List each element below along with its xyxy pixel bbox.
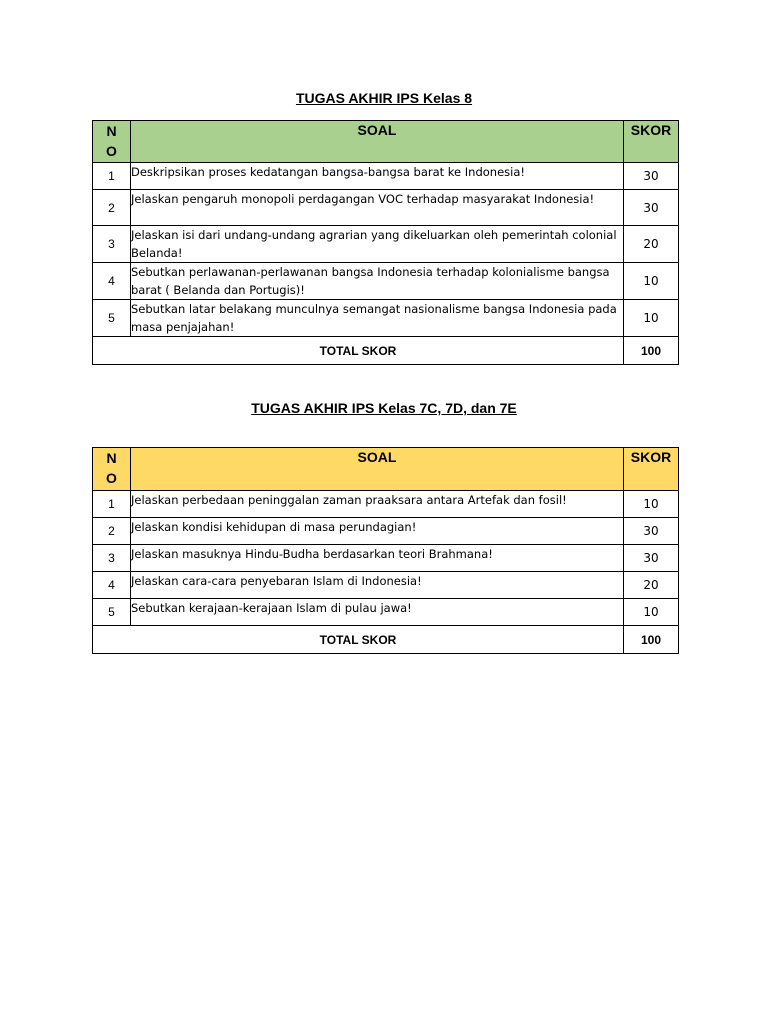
question-text: Jelaskan perbedaan peninggalan zaman praaksara antara Artefak dan fosil!: [131, 491, 624, 518]
table-row: [93, 226, 679, 263]
total-value: 100: [624, 626, 679, 654]
row-number: 2: [93, 190, 131, 226]
table-row: [93, 491, 679, 518]
table-row: [93, 599, 679, 626]
question-text: Deskripsikan proses kedatangan bangsa-bangsa barat ke Indonesia!: [131, 163, 624, 190]
row-score: 30: [624, 190, 679, 226]
row-number: 4: [93, 263, 131, 300]
row-number: 5: [93, 300, 131, 337]
row-number: 5: [93, 599, 131, 626]
header-no: N O: [93, 121, 131, 163]
header-soal: SOAL: [131, 121, 624, 163]
row-number: 2: [93, 518, 131, 545]
table-header-row: [93, 121, 679, 163]
row-number: 4: [93, 572, 131, 599]
question-text: Sebutkan perlawanan-perlawanan bangsa Indonesia terhadap kolonialisme bangsa barat ( Belanda dan Portugis)!: [131, 263, 624, 300]
question-text: Sebutkan kerajaan-kerajaan Islam di pulau jawa!: [131, 599, 624, 626]
row-score: 10: [624, 300, 679, 337]
question-text: Jelaskan masuknya Hindu-Budha berdasarkan teori Brahmana!: [131, 545, 624, 572]
row-score: 10: [624, 599, 679, 626]
header-no: N O: [93, 448, 131, 491]
row-number: 3: [93, 545, 131, 572]
total-value: 100: [624, 337, 679, 365]
question-text: Jelaskan cara-cara penyebaran Islam di Indonesia!: [131, 572, 624, 599]
table-row: [93, 545, 679, 572]
question-text: Jelaskan kondisi kehidupan di masa perundagian!: [131, 518, 624, 545]
total-row: [93, 626, 679, 654]
table-row: [93, 300, 679, 337]
question-text: Jelaskan pengaruh monopoli perdagangan VOC terhadap masyarakat Indonesia!: [131, 190, 624, 226]
table-row: [93, 518, 679, 545]
header-soal: SOAL: [131, 448, 624, 491]
score-table-kelas-8: [92, 120, 679, 365]
row-number: 1: [93, 163, 131, 190]
row-score: 10: [624, 491, 679, 518]
row-score: 20: [624, 226, 679, 263]
total-label: TOTAL SKOR: [93, 337, 624, 365]
table-row: [93, 263, 679, 300]
total-row: [93, 337, 679, 365]
row-number: 1: [93, 491, 131, 518]
row-score: 10: [624, 263, 679, 300]
table-1-title: TUGAS AKHIR IPS Kelas 8: [295, 90, 473, 106]
row-number: 3: [93, 226, 131, 263]
row-score: 20: [624, 572, 679, 599]
total-label: TOTAL SKOR: [93, 626, 624, 654]
table-header-row: [93, 448, 679, 491]
row-score: 30: [624, 545, 679, 572]
table-row: [93, 163, 679, 190]
score-table-kelas-7: [92, 447, 679, 654]
row-score: 30: [624, 518, 679, 545]
table-row: [93, 190, 679, 226]
question-text: Sebutkan latar belakang munculnya semangat nasionalisme bangsa Indonesia pada masa penjajahan!: [131, 300, 624, 337]
header-skor: SKOR: [624, 448, 679, 491]
row-score: 30: [624, 163, 679, 190]
table-2-title: TUGAS AKHIR IPS Kelas 7C, 7D, dan 7E: [251, 400, 517, 416]
question-text: Jelaskan isi dari undang-undang agrarian yang dikeluarkan oleh pemerintah colonial Belanda!: [131, 226, 624, 263]
header-skor: SKOR: [624, 121, 679, 163]
table-row: [93, 572, 679, 599]
